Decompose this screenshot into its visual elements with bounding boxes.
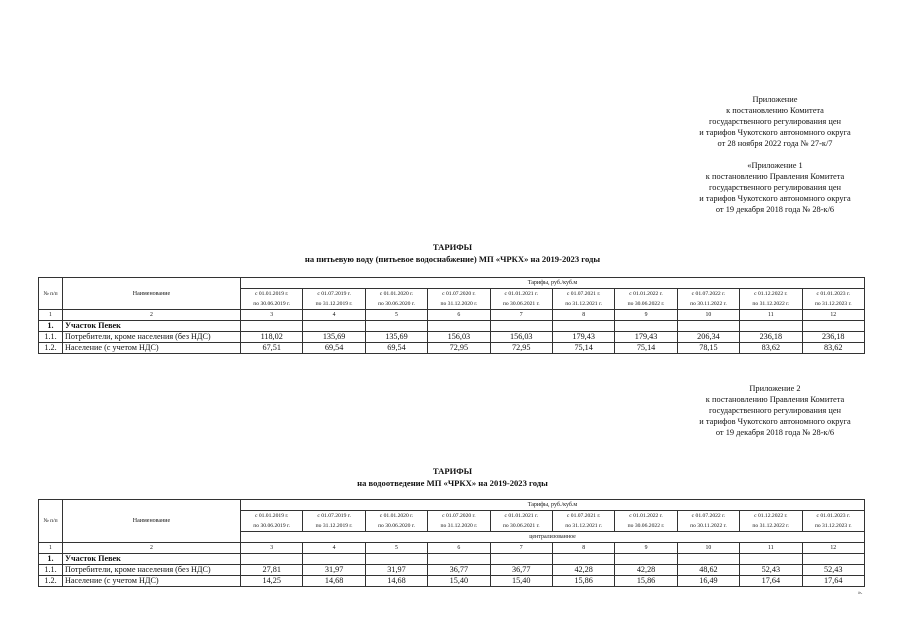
tariff-value: 15,40 — [428, 576, 490, 587]
period-start: с 01.01.2022 г. — [629, 513, 663, 519]
period-start: с 01.07.2019 г. — [317, 513, 351, 519]
period-end: по 30.06.2022 г. — [627, 301, 665, 307]
tariff-value: 72,95 — [428, 343, 490, 354]
period-end: по 31.12.2021 г. — [565, 523, 603, 529]
period-header-cell — [490, 289, 552, 310]
appendix-line: государственного регулирования цен — [708, 406, 842, 415]
wastewater-tariff-table — [38, 499, 865, 587]
period-header-cell — [740, 289, 802, 310]
appendix-1-header — [660, 160, 890, 215]
period-end: по 31.12.2020 г. — [440, 523, 478, 529]
tariff-value: 236,18 — [740, 332, 802, 343]
row-name: Потребители, кроме населения (без НДС) — [63, 565, 241, 576]
tariff-value: 31,97 — [303, 565, 365, 576]
column-number: 2 — [63, 543, 241, 554]
period-header-cell — [615, 289, 677, 310]
period-end: по 31.12.2019 г. — [315, 301, 353, 307]
tariff-value: 118,02 — [241, 332, 303, 343]
period-start: с 01.01.2020 г. — [379, 291, 414, 297]
row-name: Население (с учетом НДС) — [63, 576, 241, 587]
period-header-cell — [552, 289, 614, 310]
period-end: по 30.06.2019 г. — [253, 523, 291, 529]
appendix-line: к постановлению Правления Комитета — [705, 395, 845, 404]
period-start: с 01.07.2019 г. — [317, 291, 351, 297]
appendix-line: и тарифов Чукотского автономного округа — [699, 194, 851, 203]
period-header-cell — [428, 511, 490, 532]
tariff-value: 17,64 — [802, 576, 864, 587]
period-start: с 01.07.2021 г. — [566, 513, 601, 519]
period-start: с 01.01.2019 г. — [254, 291, 289, 297]
period-start: с 01.12.2022 г. — [754, 513, 788, 519]
tariff-value: 206,34 — [677, 332, 739, 343]
row-name: Потребители, кроме населения (без НДС) — [63, 332, 241, 343]
tariff-value: 75,14 — [552, 343, 614, 354]
table1-title: ТАРИФЫ — [432, 242, 473, 252]
period-start: с 01.01.2023 г. — [816, 513, 851, 519]
col-number-header: № п/п — [39, 500, 63, 543]
appendix-line: к постановлению Комитета — [726, 106, 824, 115]
appendix-line: и тарифов Чукотского автономного округа — [699, 128, 851, 137]
col-name-header: Наименование — [63, 500, 241, 543]
period-header-cell — [552, 511, 614, 532]
tariff-value: 135,69 — [365, 332, 427, 343]
appendix-line: от 19 декабря 2018 года № 28-к/6 — [715, 428, 835, 437]
period-header-cell — [677, 511, 739, 532]
tariff-value: 16,49 — [677, 576, 739, 587]
period-header-cell — [428, 289, 490, 310]
period-start: с 01.01.2021 г. — [504, 291, 539, 297]
column-number: 8 — [552, 310, 614, 321]
period-start: с 01.07.2020 г. — [442, 291, 476, 297]
period-end: по 30.06.2020 г. — [378, 523, 415, 529]
period-end: по 30.06.2022 г. — [627, 523, 665, 529]
period-end: по 30.11.2022 г. — [690, 301, 727, 307]
col-name-header: Наименование — [63, 278, 241, 310]
closing-quote-mark: ». — [858, 590, 863, 596]
column-number: 10 — [677, 310, 739, 321]
tariff-value: 17,64 — [740, 576, 802, 587]
tariff-value: 236,18 — [802, 332, 864, 343]
period-end: по 31.12.2021 г. — [565, 301, 603, 307]
table2-subtitle: на водоотведение МП «ЧРКХ» на 2019-2023 годы — [357, 478, 548, 488]
section-name: Участок Певек — [63, 321, 241, 332]
period-header-cell — [802, 511, 864, 532]
tariff-value: 48,62 — [677, 565, 739, 576]
tariff-value: 69,54 — [365, 343, 427, 354]
period-start: с 01.12.2022 г. — [754, 291, 788, 297]
appendix-line: Приложение 2 — [749, 384, 801, 393]
table1-subtitle: на питьевую воду (питьевое водоснабжение) МП «ЧРКХ» на 2019-2023 годы — [304, 254, 601, 264]
tariff-value: 27,81 — [241, 565, 303, 576]
column-number: 1 — [39, 310, 63, 321]
period-start: с 01.07.2020 г. — [442, 513, 476, 519]
period-header-cell — [303, 511, 365, 532]
period-header-cell — [677, 289, 739, 310]
tariff-value: 83,62 — [740, 343, 802, 354]
period-end: по 31.12.2022 г. — [752, 301, 790, 307]
period-end: по 30.06.2020 г. — [378, 301, 415, 307]
period-end: по 31.12.2023 г. — [814, 301, 852, 307]
tariff-header: Тарифы, руб./куб.м — [241, 500, 865, 511]
period-header-cell — [241, 289, 303, 310]
tariff-value: 14,68 — [303, 576, 365, 587]
column-number-row — [39, 310, 865, 321]
appendix-line: от 28 ноября 2022 года № 27-к/7 — [717, 139, 833, 148]
column-number: 7 — [490, 543, 552, 554]
tariff-header: Тарифы, руб./куб.м — [241, 278, 865, 289]
tariff-value: 36,77 — [490, 565, 552, 576]
column-number: 8 — [552, 543, 614, 554]
period-header-cell — [365, 289, 427, 310]
section-row — [39, 321, 865, 332]
column-number: 9 — [615, 310, 677, 321]
tariff-value: 69,54 — [303, 343, 365, 354]
table-row — [39, 576, 865, 587]
period-start: с 01.01.2019 г. — [254, 513, 289, 519]
column-number: 7 — [490, 310, 552, 321]
section-number: 1. — [39, 554, 63, 565]
tariff-value: 15,40 — [490, 576, 552, 587]
column-number: 2 — [63, 310, 241, 321]
appendix-2-header — [660, 383, 890, 438]
column-number: 3 — [241, 543, 303, 554]
tariff-value: 135,69 — [303, 332, 365, 343]
tariff-value: 42,28 — [552, 565, 614, 576]
period-start: с 01.07.2022 г. — [691, 513, 726, 519]
period-header-cell — [615, 511, 677, 532]
period-header-cell — [490, 511, 552, 532]
column-number: 6 — [428, 543, 490, 554]
tariff-value: 179,43 — [615, 332, 677, 343]
tariff-value: 67,51 — [241, 343, 303, 354]
period-end: по 30.11.2022 г. — [690, 523, 727, 529]
appendix-line: государственного регулирования цен — [708, 117, 842, 126]
appendix-line: Приложение — [752, 95, 798, 104]
column-number: 5 — [365, 543, 427, 554]
period-end: по 30.06.2021 г. — [502, 523, 540, 529]
col-number-header: № п/п — [39, 278, 63, 310]
tariff-value: 52,43 — [740, 565, 802, 576]
table2-title: ТАРИФЫ — [432, 466, 473, 476]
tariff-value: 78,15 — [677, 343, 739, 354]
tariff-value: 72,95 — [490, 343, 552, 354]
period-end: по 30.06.2019 г. — [253, 301, 291, 307]
column-number: 4 — [303, 543, 365, 554]
period-header-cell — [303, 289, 365, 310]
tariff-value: 31,97 — [365, 565, 427, 576]
table-row — [39, 343, 865, 354]
tariff-value: 14,25 — [241, 576, 303, 587]
column-number: 12 — [802, 310, 864, 321]
tariff-value: 75,14 — [615, 343, 677, 354]
column-number: 4 — [303, 310, 365, 321]
period-end: по 31.12.2020 г. — [440, 301, 478, 307]
column-number: 10 — [677, 543, 739, 554]
appendix-line: от 19 декабря 2018 года № 28-к/6 — [715, 205, 835, 214]
column-number: 1 — [39, 543, 63, 554]
table-row — [39, 565, 865, 576]
tariff-value: 14,68 — [365, 576, 427, 587]
period-start: с 01.07.2021 г. — [566, 291, 601, 297]
table-row — [39, 332, 865, 343]
row-number: 1.2. — [39, 343, 63, 354]
row-name: Население (с учетом НДС) — [63, 343, 241, 354]
period-header-cell — [241, 511, 303, 532]
period-start: с 01.01.2023 г. — [816, 291, 851, 297]
period-end: по 30.06.2021 г. — [502, 301, 540, 307]
period-start: с 01.07.2022 г. — [691, 291, 726, 297]
column-number: 11 — [740, 310, 802, 321]
column-number: 9 — [615, 543, 677, 554]
period-end: по 31.12.2019 г. — [315, 523, 353, 529]
appendix-line: «Приложение 1 — [747, 161, 803, 170]
column-number: 5 — [365, 310, 427, 321]
section-number: 1. — [39, 321, 63, 332]
period-start: с 01.01.2020 г. — [379, 513, 414, 519]
column-number: 6 — [428, 310, 490, 321]
tariff-value: 156,03 — [490, 332, 552, 343]
appendix-line: к постановлению Правления Комитета — [705, 172, 845, 181]
tariff-value: 156,03 — [428, 332, 490, 343]
row-number: 1.1. — [39, 332, 63, 343]
tariff-value: 179,43 — [552, 332, 614, 343]
tariff-value: 52,43 — [802, 565, 864, 576]
row-number: 1.1. — [39, 565, 63, 576]
section-name: Участок Певек — [63, 554, 241, 565]
row-number: 1.2. — [39, 576, 63, 587]
column-number-row — [39, 543, 865, 554]
period-header-cell — [802, 289, 864, 310]
period-end: по 31.12.2023 г. — [814, 523, 852, 529]
tariff-value: 15,86 — [552, 576, 614, 587]
tariff-value: 83,62 — [802, 343, 864, 354]
centralized-header: централизованное — [241, 532, 865, 543]
appendix-header — [660, 94, 890, 149]
column-number: 11 — [740, 543, 802, 554]
appendix-line: государственного регулирования цен — [708, 183, 842, 192]
water-supply-tariff-table — [38, 277, 865, 354]
period-header-cell — [365, 511, 427, 532]
column-number: 3 — [241, 310, 303, 321]
period-header-cell — [740, 511, 802, 532]
appendix-line: и тарифов Чукотского автономного округа — [699, 417, 851, 426]
tariff-value: 42,28 — [615, 565, 677, 576]
tariff-value: 15,86 — [615, 576, 677, 587]
column-number: 12 — [802, 543, 864, 554]
period-end: по 31.12.2022 г. — [752, 523, 790, 529]
period-start: с 01.01.2021 г. — [504, 513, 539, 519]
section-row — [39, 554, 865, 565]
period-start: с 01.01.2022 г. — [629, 291, 663, 297]
tariff-value: 36,77 — [428, 565, 490, 576]
